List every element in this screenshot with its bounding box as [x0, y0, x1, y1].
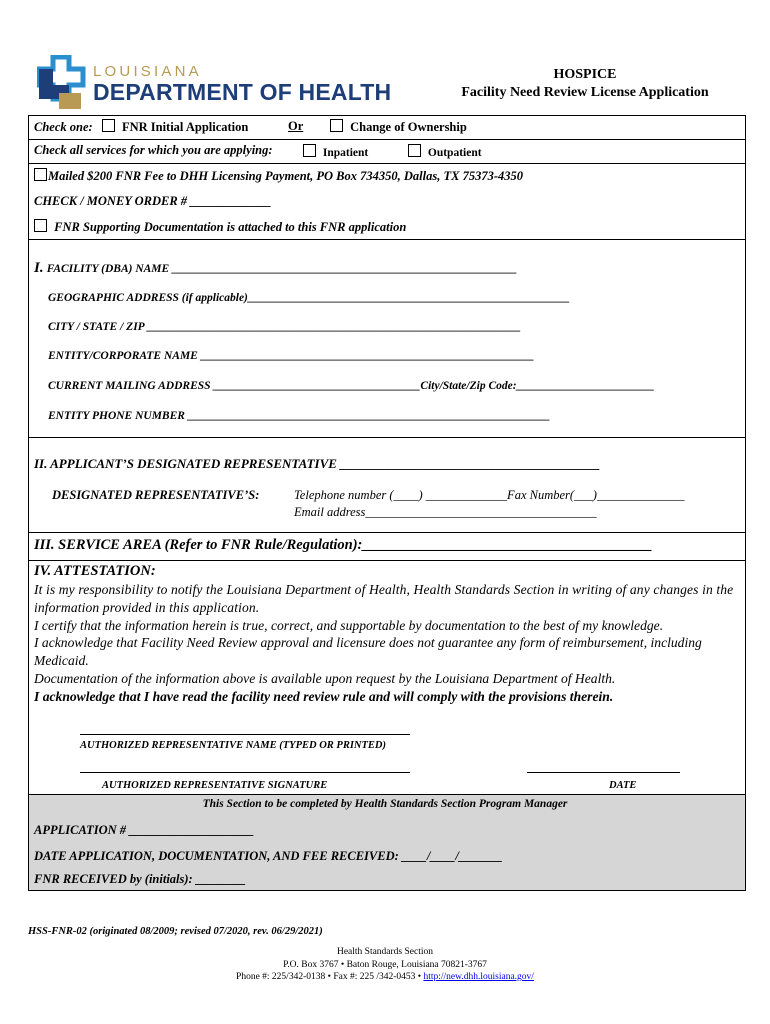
divider [28, 139, 746, 140]
check-one-row [34, 119, 248, 135]
fnr-received-field[interactable]: FNR RECEIVED by (initials): ________ [34, 872, 246, 886]
rep-email-field[interactable]: Email address_____________________________________ [294, 505, 597, 519]
form-title [440, 66, 730, 102]
fee-mailed-text: Mailed $200 FNR Fee to DHH Licensing Payment, PO Box 734350, Dallas, TX 75373-4350 [48, 169, 523, 183]
form-title-line2: Facility Need Review License Application [461, 85, 709, 100]
section-3-service-area[interactable]: III. SERVICE AREA (Refer to FNR Rule/Regulation):________________________________________ [34, 537, 653, 553]
application-number-field[interactable]: APPLICATION # ____________________ [34, 823, 255, 837]
outpatient-label: Outpatient [427, 147, 482, 159]
inpatient-checkbox[interactable] [303, 144, 316, 157]
geographic-address-field[interactable]: GEOGRAPHIC ADDRESS (if applicable)________________________________________________________ [48, 292, 570, 304]
attestation-para-2: I certify that the information herein is true, correct, and supportable by documentation to the best of my knowledge. [34, 617, 664, 633]
section-1-numeral: I. [34, 260, 44, 276]
fee-mailed-row [34, 168, 523, 184]
name-signature-line[interactable] [80, 734, 410, 735]
facility-name-field[interactable]: FACILITY (DBA) NAME ____________________________________________________________ [46, 263, 518, 275]
signature-label: AUTHORIZED REPRESENTATIVE SIGNATURE [102, 780, 328, 791]
footer-org: Health Standards Section [336, 947, 434, 957]
inpatient-row [303, 144, 368, 159]
date-line[interactable] [527, 772, 680, 773]
mailing-address-field[interactable]: CURRENT MAILING ADDRESS ____________________________________City/State/Zip Code:________________________ [48, 380, 655, 392]
initial-application-checkbox[interactable] [102, 119, 115, 132]
attestation-para-5: I acknowledge that I have read the facility need review rule and will comply with the provisions therein. [34, 688, 614, 704]
change-ownership-row [330, 119, 467, 135]
supporting-docs-checkbox[interactable] [34, 219, 47, 232]
divider [28, 239, 746, 240]
attestation-para-1: It is my responsibility to notify the Louisiana Department of Health, Health Standards Section in writing of any changes in the information provided in this application. [34, 582, 734, 615]
section-4-title: IV. ATTESTATION: [34, 563, 156, 579]
section-1-facility [34, 260, 517, 277]
authorized-name-label: AUTHORIZED REPRESENTATIVE NAME (TYPED OR PRINTED) [80, 740, 387, 751]
date-received-field[interactable]: DATE APPLICATION, DOCUMENTATION, AND FEE RECEIVED: ____/____/_______ [34, 849, 503, 863]
divider [28, 163, 746, 164]
form-title-line1: HOSPICE [553, 67, 617, 82]
attestation-para-3: I acknowledge that Facility Need Review approval and licensure does not guarantee any form of reimbursement, including Medicaid. [34, 635, 702, 669]
office-use-header: This Section to be completed by Health Standards Section Program Manager [202, 798, 568, 810]
check-money-order-field[interactable]: CHECK / MONEY ORDER # _____________ [34, 194, 272, 208]
designated-rep-label: DESIGNATED REPRESENTATIVE’S: [52, 488, 260, 502]
signature-line[interactable] [80, 772, 410, 773]
footer-contact [0, 971, 770, 984]
attestation-text [34, 581, 744, 706]
divider [28, 437, 746, 438]
city-state-zip-field[interactable]: CITY / STATE / ZIP _________________________________________________________________ [48, 321, 521, 333]
section-2-title[interactable]: II. APPLICANT’S DESIGNATED REPRESENTATIVE ________________________________________ [34, 456, 601, 471]
outpatient-row [408, 144, 482, 159]
divider [28, 794, 746, 795]
logo-state-name: LOUISIANA [93, 63, 202, 80]
page-footer [0, 946, 770, 984]
check-one-label: Check one: [34, 120, 93, 134]
or-label: Or [288, 119, 304, 133]
supporting-docs-text: FNR Supporting Documentation is attached to this FNR application [54, 220, 407, 234]
entity-phone-field[interactable]: ENTITY PHONE NUMBER _______________________________________________________________ [48, 410, 551, 422]
footer-website-link[interactable]: http://new.dhh.louisiana.gov/ [423, 972, 534, 982]
fee-mailed-checkbox[interactable] [34, 168, 47, 181]
inpatient-label: Inpatient [322, 147, 369, 159]
date-label: DATE [609, 780, 637, 791]
divider [28, 532, 746, 533]
outpatient-checkbox[interactable] [408, 144, 421, 157]
services-label: Check all services for which you are applying: [34, 143, 273, 157]
attestation-para-4: Documentation of the information above is available upon request by the Louisiana Department of Health. [34, 670, 616, 686]
entity-name-field[interactable]: ENTITY/CORPORATE NAME __________________________________________________________ [48, 350, 535, 362]
footer-address: P.O. Box 3767 • Baton Rouge, Louisiana 70821-3767 [283, 959, 487, 970]
ldh-logo [37, 55, 407, 115]
supporting-docs-row [34, 219, 406, 235]
rep-phone-fax-field[interactable]: Telephone number (____) _____________Fax Number(___)______________ [294, 488, 685, 502]
divider [28, 560, 746, 561]
initial-application-label: FNR Initial Application [121, 120, 249, 134]
change-ownership-label: Change of Ownership [350, 120, 467, 134]
footer-phone-fax: Phone #: 225/342-0138 • Fax #: 225 /342-0453 • [236, 972, 424, 982]
form-revision-id: HSS-FNR-02 (originated 08/2009; revised 07/2020, rev. 06/29/2021) [28, 926, 323, 937]
ldh-cross-icon [37, 55, 91, 111]
logo-department-name: DEPARTMENT OF HEALTH [93, 79, 392, 105]
change-ownership-checkbox[interactable] [330, 119, 343, 132]
